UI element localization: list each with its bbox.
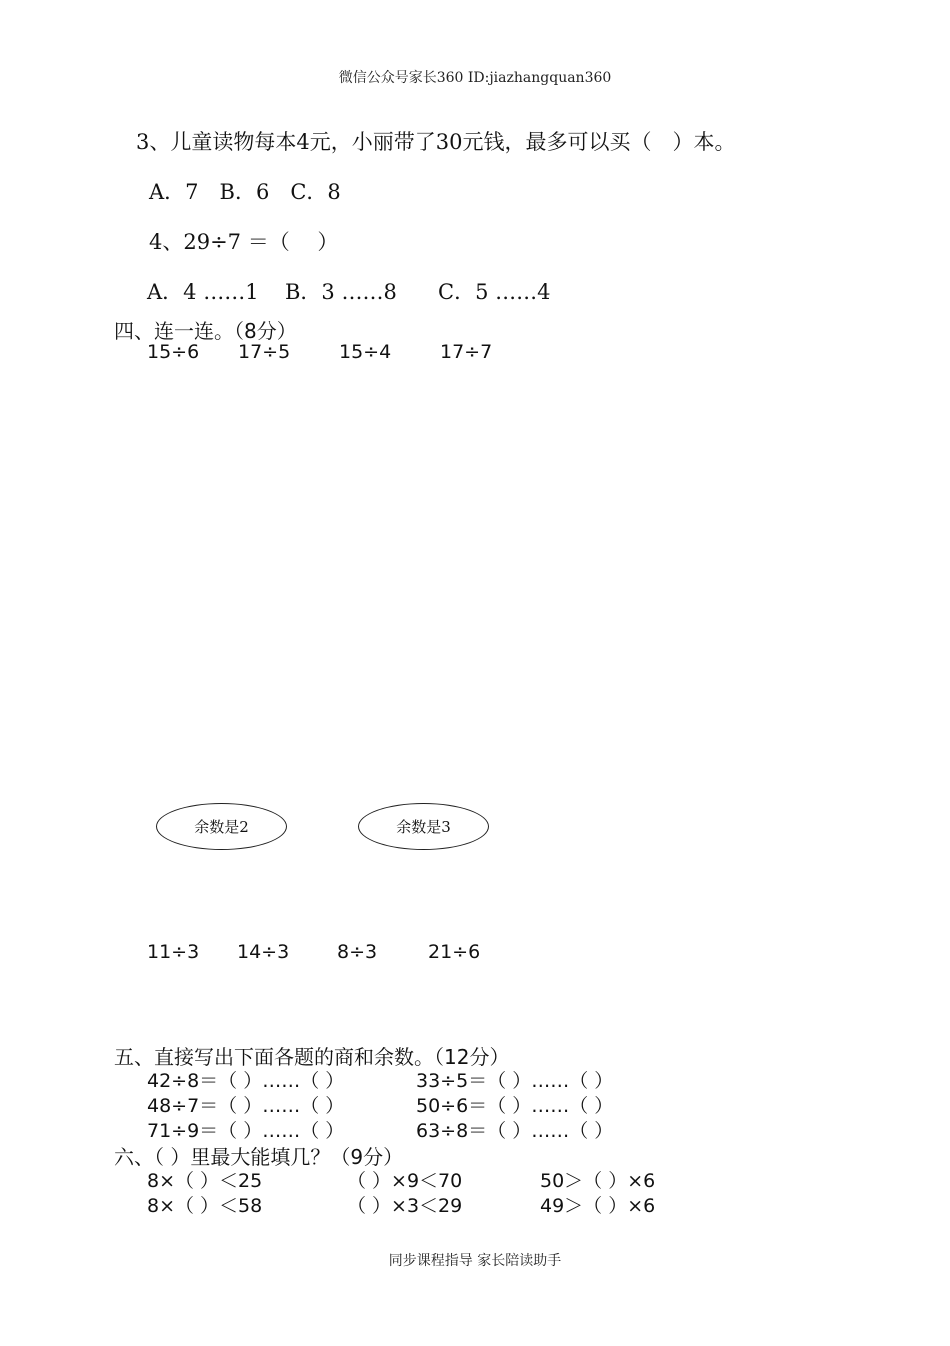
fill-max-item: （ ）×3＜29 bbox=[347, 1195, 463, 1217]
question-4-option-c: C．5 ……4 bbox=[438, 280, 551, 304]
section-4-title: 四、连一连。（8分） bbox=[114, 319, 297, 343]
quotient-remainder-item: 50÷6＝（ ）……（ ） bbox=[416, 1095, 614, 1117]
section-5-title: 五、直接写出下面各题的商和余数。（12分） bbox=[114, 1045, 510, 1069]
match-bottom-item: 8÷3 bbox=[337, 941, 378, 963]
ellipse-label: 余数是3 bbox=[396, 818, 451, 836]
question-4-option-a: A．4 ……1 bbox=[147, 280, 259, 304]
match-bottom-item: 14÷3 bbox=[237, 941, 290, 963]
quotient-remainder-item: 71÷9＝（ ）……（ ） bbox=[147, 1120, 345, 1142]
fill-max-item: （ ）×9＜70 bbox=[347, 1170, 463, 1192]
page-header: 微信公众号家长360 ID:jiazhangquan360 bbox=[338, 70, 612, 86]
section-6-title: 六、（ ）里最大能填几？（9分） bbox=[114, 1145, 404, 1169]
quotient-remainder-item: 42÷8＝（ ）……（ ） bbox=[147, 1070, 345, 1092]
question-4-option-b: B．3 ……8 bbox=[285, 280, 397, 304]
remainder-3-ellipse bbox=[358, 803, 489, 850]
question-3-options: A．7 B．6 C．8 bbox=[149, 180, 341, 204]
fill-max-item: 50＞（ ）×6 bbox=[540, 1170, 656, 1192]
fill-max-item: 49＞（ ）×6 bbox=[540, 1195, 656, 1217]
question-4: 4、29÷7 ＝（ ） bbox=[149, 230, 339, 254]
question-3: 3、儿童读物每本4元，小丽带了30元钱，最多可以买（ ）本。 bbox=[136, 130, 736, 154]
match-top-item: 17÷7 bbox=[440, 341, 493, 363]
remainder-2-ellipse bbox=[156, 803, 287, 850]
fill-max-item: 8×（ ）＜25 bbox=[147, 1170, 263, 1192]
quotient-remainder-item: 48÷7＝（ ）……（ ） bbox=[147, 1095, 345, 1117]
ellipse-label: 余数是2 bbox=[194, 818, 249, 836]
match-top-item: 17÷5 bbox=[238, 341, 291, 363]
quotient-remainder-item: 33÷5＝（ ）……（ ） bbox=[416, 1070, 614, 1092]
page-footer: 同步课程指导 家长陪读助手 bbox=[388, 1253, 562, 1269]
match-top-item: 15÷6 bbox=[147, 341, 200, 363]
fill-max-item: 8×（ ）＜58 bbox=[147, 1195, 263, 1217]
quotient-remainder-item: 63÷8＝（ ）……（ ） bbox=[416, 1120, 614, 1142]
match-top-item: 15÷4 bbox=[339, 341, 392, 363]
match-bottom-item: 21÷6 bbox=[428, 941, 481, 963]
match-bottom-item: 11÷3 bbox=[147, 941, 200, 963]
